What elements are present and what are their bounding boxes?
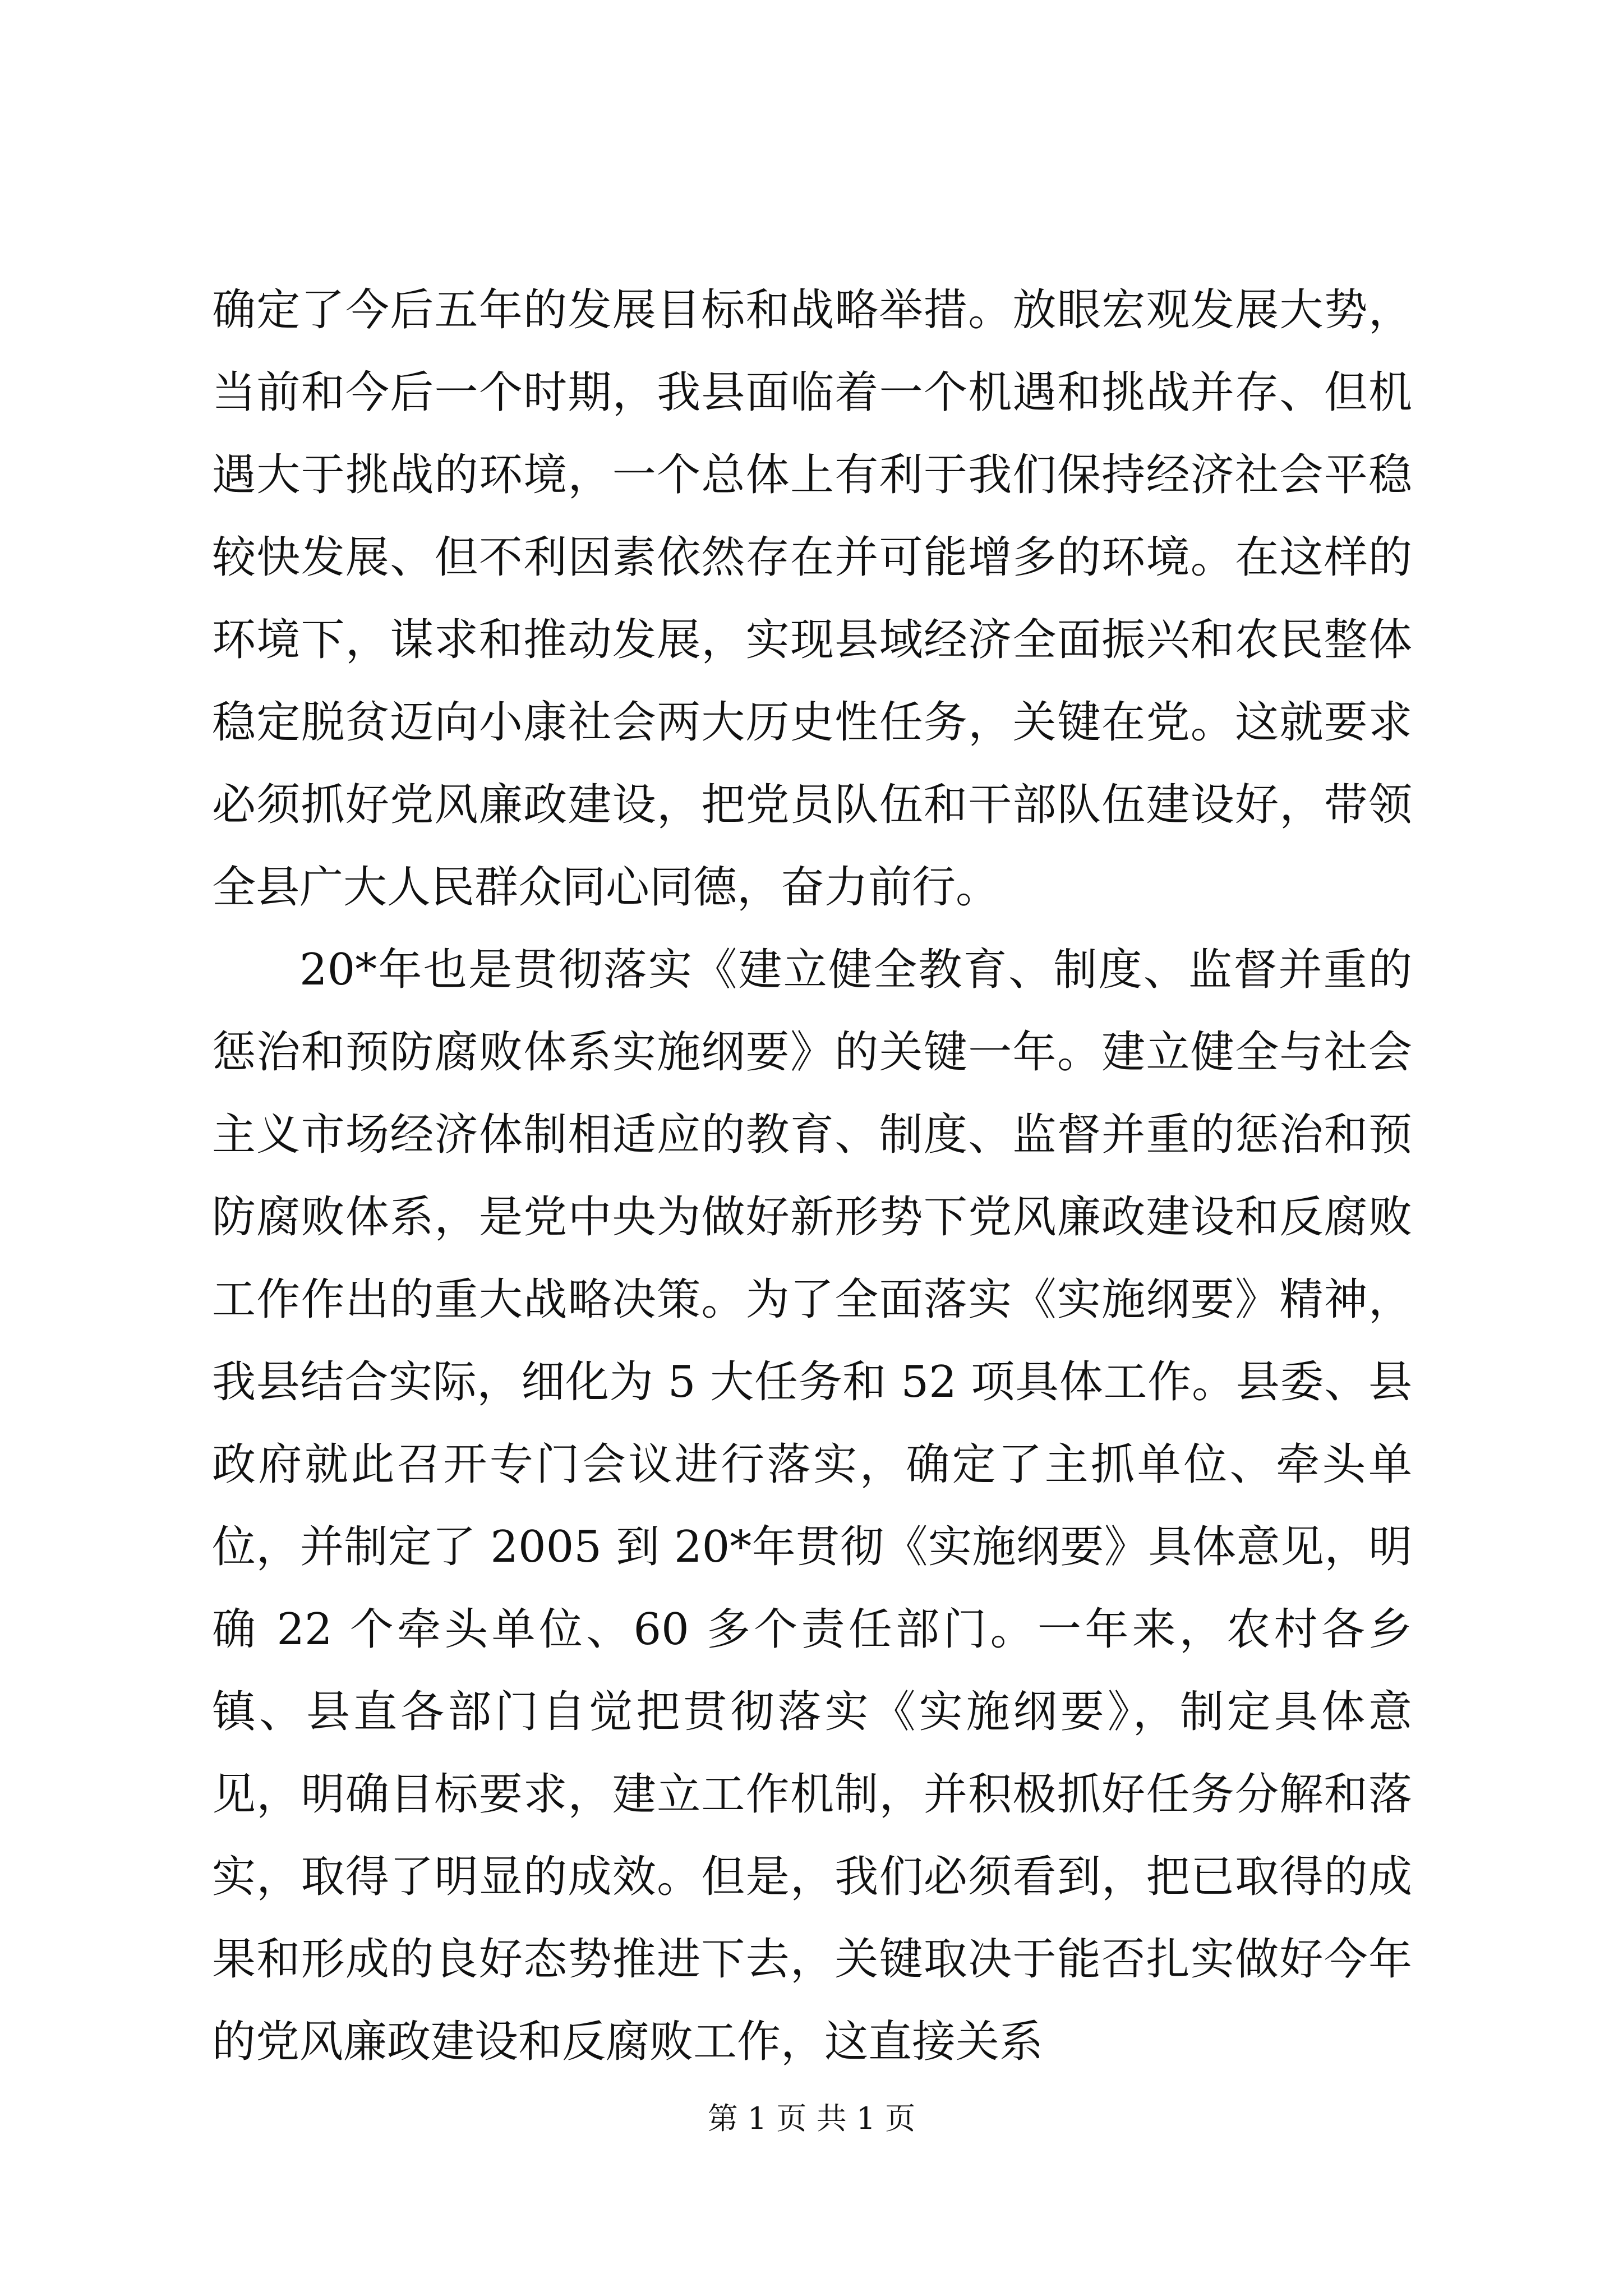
paragraph-2: 20*年也是贯彻落实《建立健全教育、制度、监督并重的惩治和预防腐败体系实施纲要》的关键一年。建立健全与社会主义市场经济体制相适应的教育、制度、监督并重的惩治和预防腐败体系，是党中央为做好新形势下党风廉政建设和反腐败工作作出的重大战略决策。为了全面落实《实施纲要》精神，我县结合实际，细化为 5 大任务和 52 项具体工作。县委、县政府就此召开专门会议进行落实，确定了主抓单位、牵头单位，并制定了 2005 到 20*年贯彻《实施纲要》具体意见，明确 22 个牵头单位、60 多个责任部门。一年来，农村各乡镇、县直各部门自觉把贯彻落实《实施纲要》，制定具体意见，明确目标要求，建立工作机制，并积极抓好任务分解和落实，取得了明显的成效。但是，我们必须看到，把已取得的成果和形成的良好态势推进下去，关键取决于能否扎实做好今年的党风廉政建设和反腐败工作，这直接关系 — [212, 945, 1412, 2067]
page-number-footer: 第 1 页 共 1 页 — [707, 2101, 916, 2136]
document-body — [212, 269, 1412, 2083]
paragraph-1: 确定了今后五年的发展目标和战略举措。放眼宏观发展大势，当前和今后一个时期，我县面临着一个机遇和挑战并存、但机遇大于挑战的环境，一个总体上有利于我们保持经济社会平稳较快发展、但不利因素依然存在并可能增多的环境。在这样的环境下，谋求和推动发展，实现县域经济全面振兴和农民整体稳定脱贫迈向小康社会两大历史性任务，关键在党。这就要求必须抓好党风廉政建设，把党员队伍和干部队伍建设好，带领全县广大人民群众同心同德，奋力前行。 — [212, 285, 1412, 913]
